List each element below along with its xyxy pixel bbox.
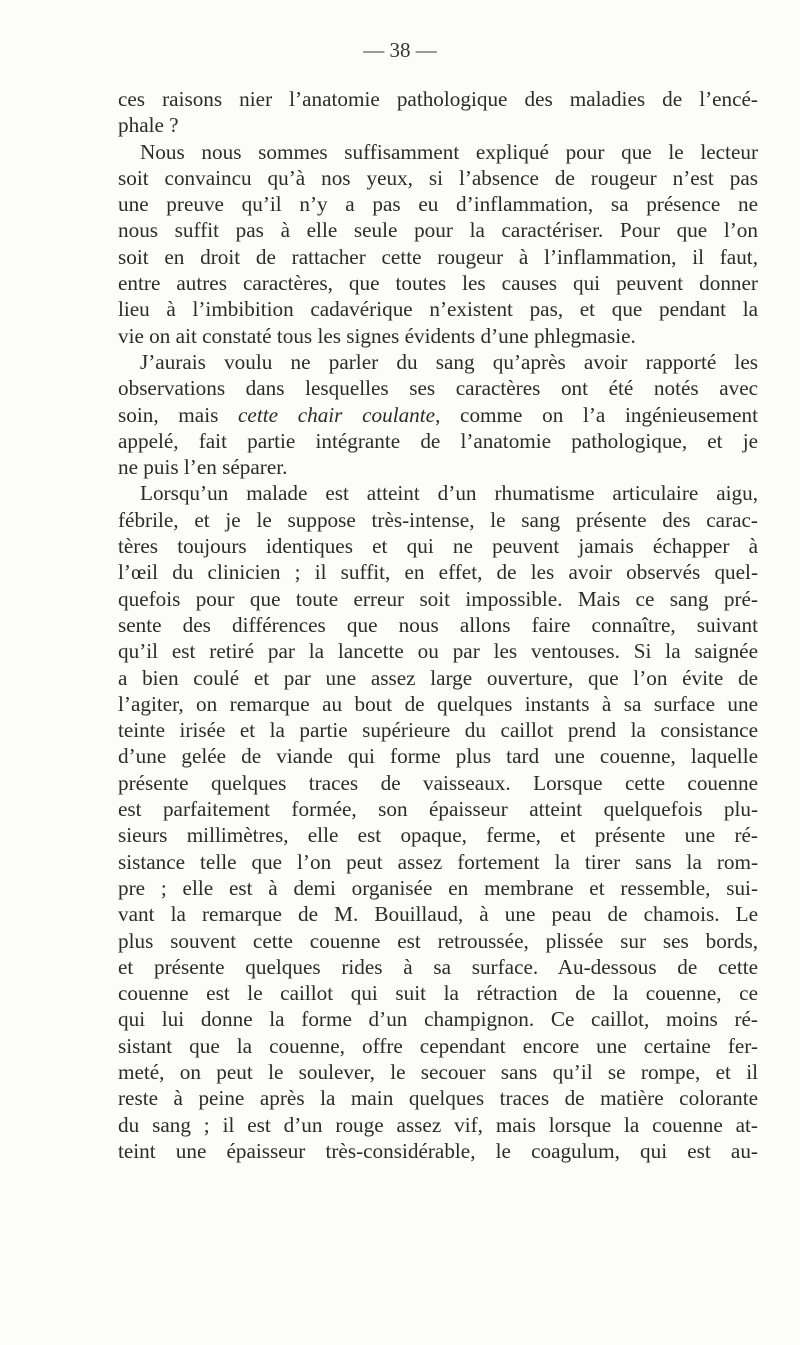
text-line: nous suffit pas à elle seule pour la caractériser. Pour que l’on (118, 218, 758, 243)
text-line: fébrile, et je le suppose très-intense, le sang présente des carac- (118, 507, 758, 532)
text-line: soin, mais cette chair coulante, comme on l’a ingénieusement (118, 402, 758, 427)
text-line: vant la remarque de M. Bouillaud, à une peau de chamois. Le (118, 902, 758, 927)
text-line: plus souvent cette couenne est retroussée, plissée sur ses bords, (118, 928, 758, 953)
text-line: pre ; elle est à demi organisée en membrane et ressemble, sui- (118, 875, 758, 900)
page-number: — 38 — (363, 38, 437, 62)
text-line: sieurs millimètres, elle est opaque, ferme, et présente une ré- (118, 823, 758, 848)
text-line: phale ? (118, 113, 179, 138)
italic-phrase: cette chair coulante (238, 402, 436, 427)
text-line: reste à peine après la main quelques traces de matière colorante (118, 1086, 758, 1111)
text-line: J’aurais voulu ne parler du sang qu’après avoir rapporté les (140, 349, 758, 374)
body-text (118, 86, 758, 1164)
text-line: qu’il est retiré par la lancette ou par les ventouses. Si la saignée (118, 639, 758, 664)
text-line: est parfaitement formée, son épaisseur atteint quelquefois plu- (118, 797, 758, 822)
text-line: présente quelques traces de vaisseaux. Lorsque cette couenne (118, 770, 758, 795)
text-line: ces raisons nier l’anatomie pathologique des maladies de l’encé- (118, 87, 758, 111)
text-line: Lorsqu’un malade est atteint d’un rhumatisme articulaire aigu, (140, 481, 758, 506)
text-line: entre autres caractères, que toutes les causes qui peuvent donner (118, 271, 758, 296)
text-line: et présente quelques rides à sa surface. Au-dessous de cette (118, 954, 758, 979)
text-line: sistance telle que l’on peut assez fortement la tirer sans la rom- (118, 849, 758, 874)
text-line: lieu à l’imbibition cadavérique n’existent pas, et que pendant la (118, 297, 758, 322)
text-line: qui lui donne la forme d’un champignon. Ce caillot, moins ré- (118, 1007, 758, 1032)
text-line: vie on ait constaté tous les signes évidents d’une phlegmasie. (118, 323, 636, 348)
text-line: soit convaincu qu’à nos yeux, si l’absence de rougeur n’est pas (118, 165, 758, 190)
text-line: du sang ; il est d’un rouge assez vif, mais lorsque la couenne at- (118, 1112, 758, 1137)
text-line: Nous nous sommes suffisamment expliqué pour que le lecteur (140, 139, 758, 164)
text-line: teint une épaisseur très-considérable, le coagulum, qui est au- (118, 1138, 758, 1163)
text-line: quefois pour que toute erreur soit impossible. Mais ce sang pré- (118, 586, 758, 611)
text-line: une preuve qu’il n’y a pas eu d’inflammation, sa présence ne (118, 192, 758, 217)
text-line: meté, on peut le soulever, le secouer sans qu’il se rompe, et il (118, 1059, 758, 1084)
text-line: l’œil du clinicien ; il suffit, en effet, de les avoir observés quel- (118, 560, 758, 585)
text-line: couenne est le caillot qui suit la rétraction de la couenne, ce (118, 981, 758, 1006)
text-line: sistant que la couenne, offre cependant encore une certaine fer- (118, 1033, 758, 1058)
text-line: appelé, fait partie intégrante de l’anatomie pathologique, et je (118, 428, 758, 453)
text-line: observations dans lesquelles ses caractères ont été notés avec (118, 376, 758, 401)
text-line: l’agiter, on remarque au bout de quelques instants à sa surface une (118, 691, 758, 716)
text-line: sente des différences que nous allons faire connaître, suivant (118, 612, 758, 637)
text-line: tères toujours identiques et qui ne peuvent jamais échapper à (118, 534, 758, 559)
text-line: ne puis l’en séparer. (118, 455, 288, 480)
text-line: a bien coulé et par une assez large ouverture, que l’on évite de (118, 665, 758, 690)
text-line: soit en droit de rattacher cette rougeur à l’inflammation, il faut, (118, 244, 758, 269)
text-line: teinte irisée et la partie supérieure du caillot prend la consistance (118, 718, 758, 743)
text-line: d’une gelée de viande qui forme plus tard une couenne, laquelle (118, 744, 758, 769)
